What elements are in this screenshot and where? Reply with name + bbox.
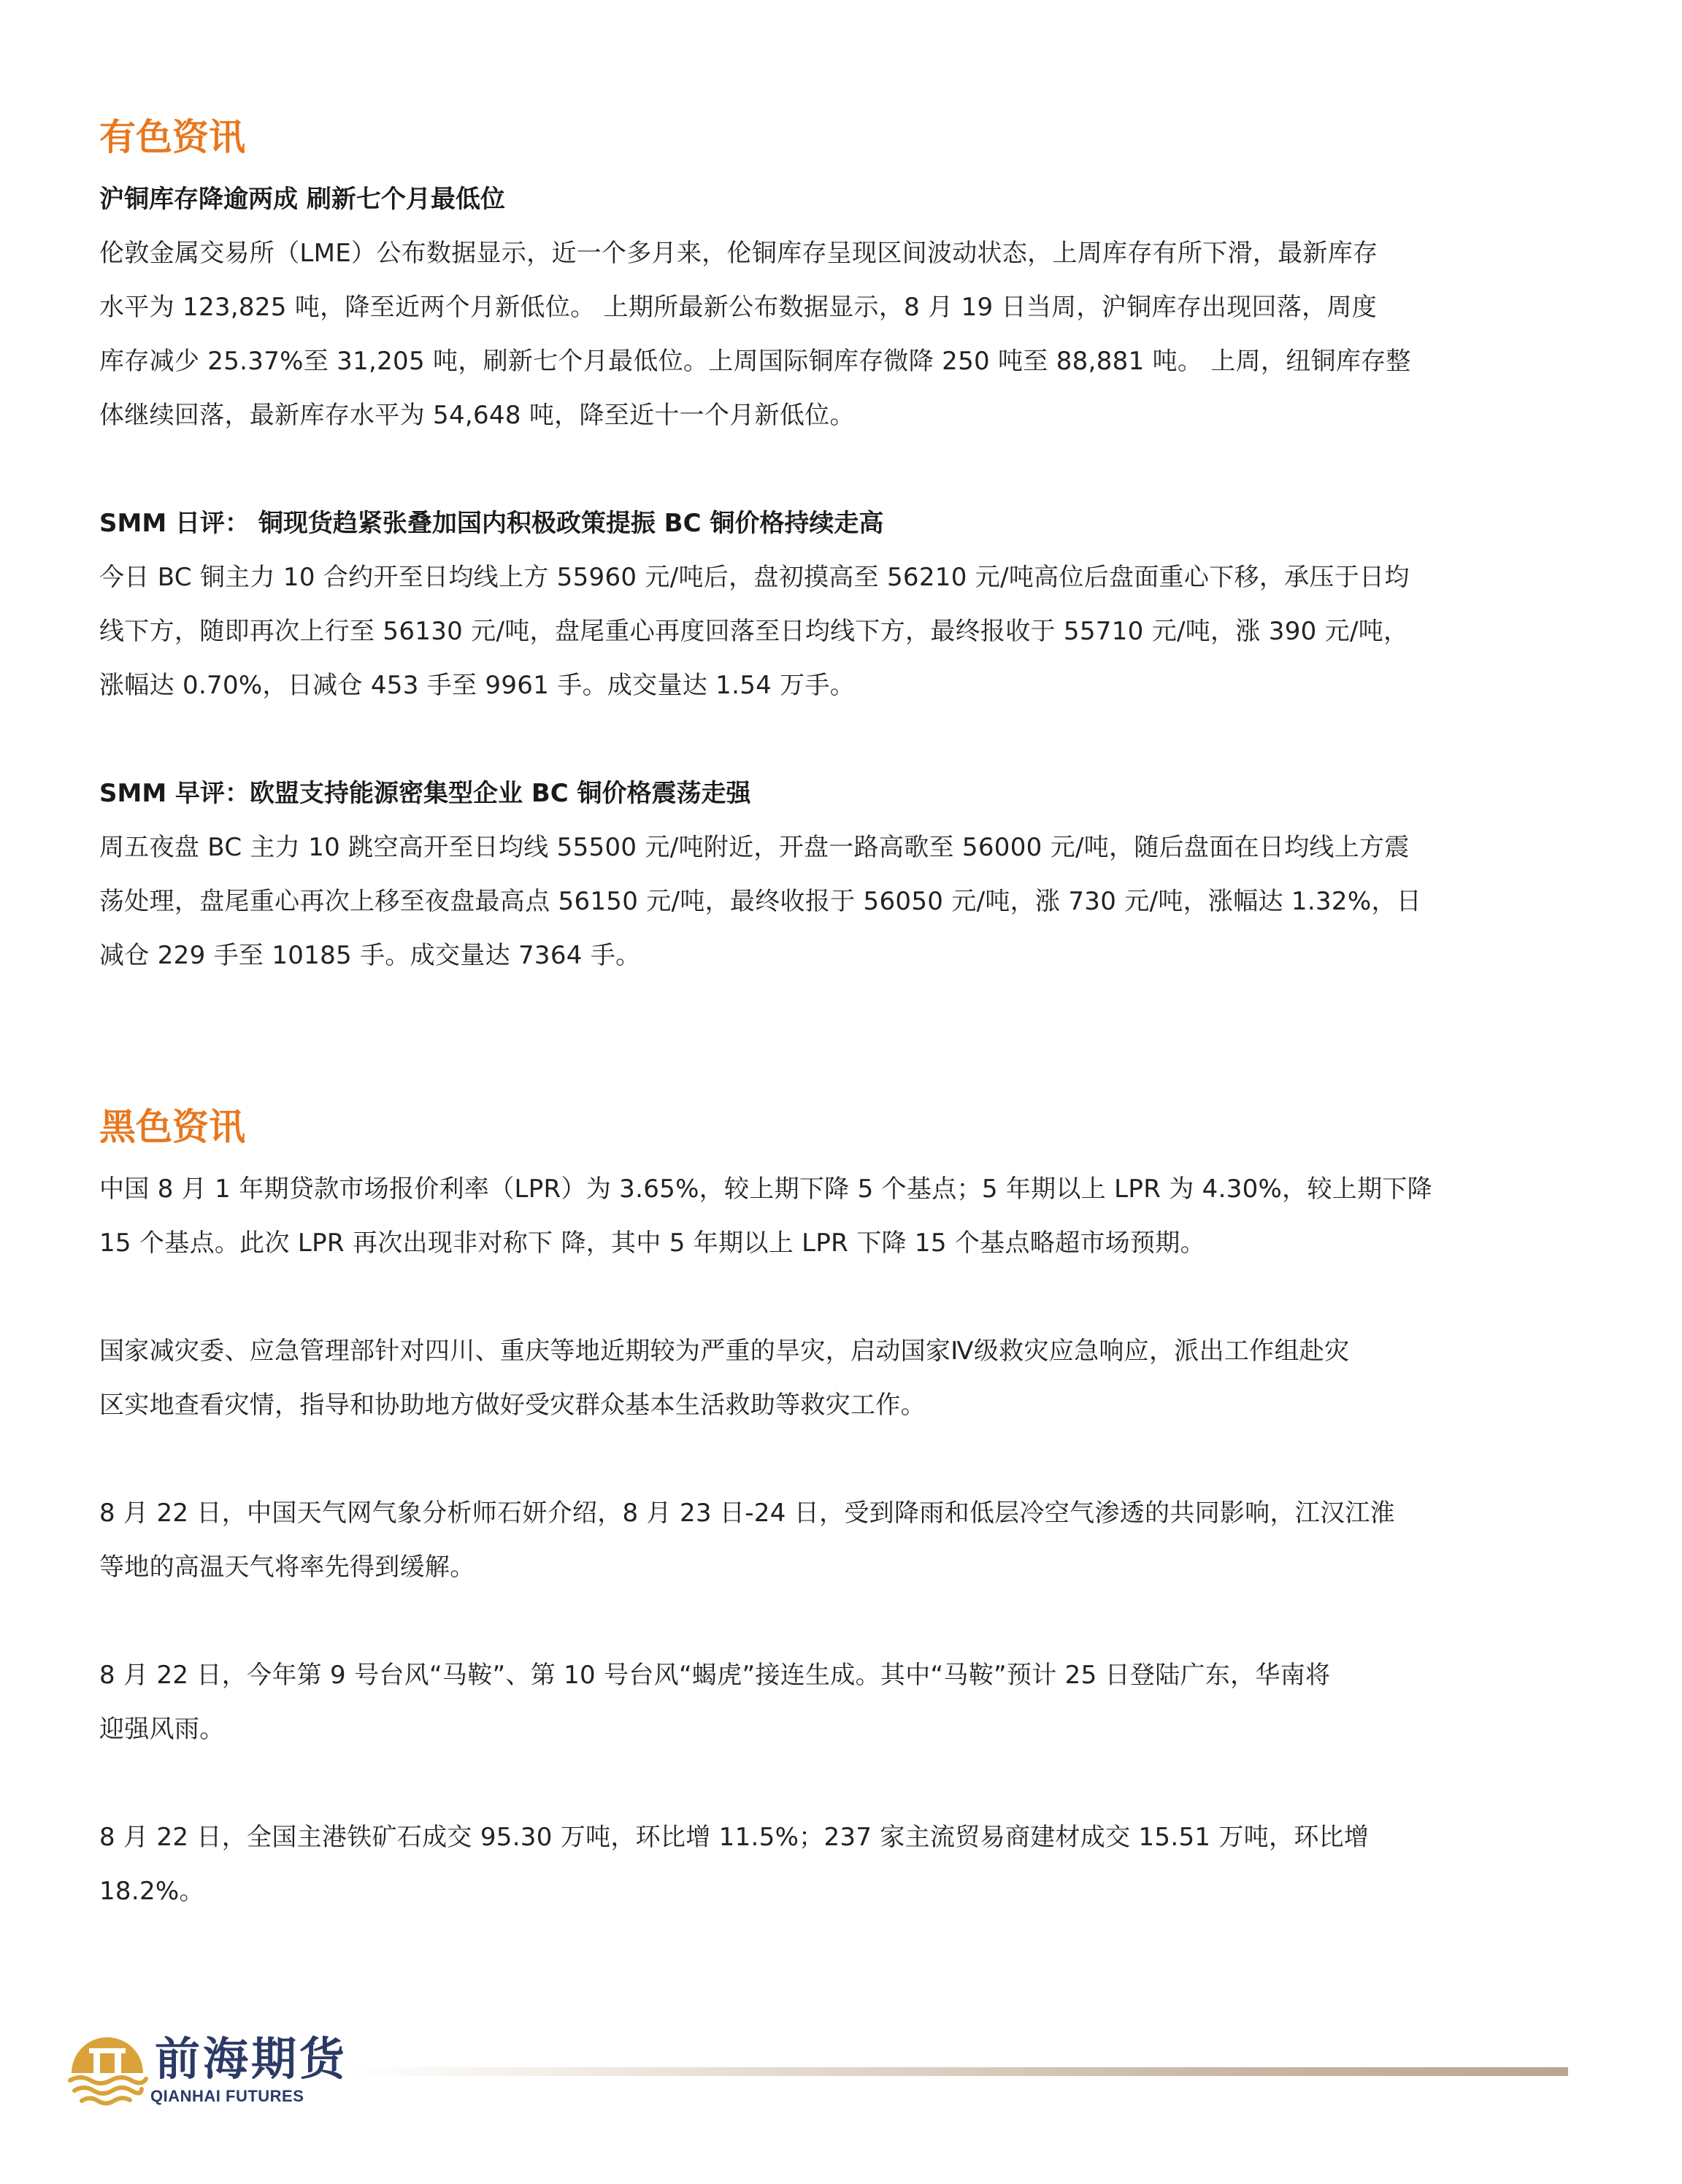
news-paragraph <box>99 1810 1559 1918</box>
spacer <box>99 983 1559 1092</box>
paragraph-line: 8 月 22 日，全国主港铁矿石成交 95.30 万吨，环比增 11.5%；237 家主流贸易商建材成交 15.51 万吨，环比增 <box>99 1823 1370 1852</box>
article-3 <box>99 766 1559 983</box>
article-line: 荡处理，盘尾重心再次上移至夜盘最高点 56150 元/吨，最终收报于 56050 元/吨，涨 730 元/吨，涨幅达 1.32%，日 <box>99 887 1422 916</box>
news-paragraph <box>99 1648 1559 1756</box>
article-title: SMM 日评： 铜现货趋紧张叠加国内积极政策提振 BC 铜价格持续走高 <box>99 509 884 538</box>
article-title: 沪铜库存降逾两成 刷新七个月最低位 <box>99 185 505 214</box>
spacer <box>99 1270 1559 1324</box>
paragraph-line: 中国 8 月 1 年期贷款市场报价利率（LPR）为 3.65%，较上期下降 5 个基点；5 年期以上 LPR 为 4.30%，较上期下降 <box>99 1174 1432 1204</box>
article-line: 今日 BC 铜主力 10 合约开至日均线上方 55960 元/吨后，盘初摸高至 56210 元/吨高位后盘面重心下移，承压于日均 <box>99 563 1410 592</box>
paragraph-line: 国家减灾委、应急管理部针对四川、重庆等地近期较为严重的旱灾，启动国家Ⅳ级救灾应急响应，派出工作组赴灾 <box>99 1337 1350 1366</box>
footer-decorative-bar <box>347 2067 1568 2076</box>
paragraph-line: 18.2%。 <box>99 1877 204 1906</box>
paragraph-line: 15 个基点。此次 LPR 再次出现非对称下 降，其中 5 年期以上 LPR 下降 15 个基点略超市场预期。 <box>99 1228 1205 1258</box>
article-title: SMM 早评：欧盟支持能源密集型企业 BC 铜价格震荡走强 <box>99 779 751 808</box>
article-line: 线下方，随即再次上行至 56130 元/吨，盘尾重心再度回落至日均线下方，最终报收于 55710 元/吨，涨 390 元/吨， <box>99 617 1409 646</box>
paragraph-line: 迎强风雨。 <box>99 1715 225 1744</box>
news-paragraph <box>99 1324 1559 1432</box>
spacer <box>99 442 1559 496</box>
qianhai-logo-icon <box>64 2026 150 2112</box>
paragraph-line: 8 月 22 日，中国天气网气象分析师石妍介绍，8 月 23 日-24 日，受到降雨和低层冷空气渗透的共同影响，江汉江淮 <box>99 1499 1395 1528</box>
article-1 <box>99 172 1559 442</box>
news-paragraph <box>99 1486 1559 1594</box>
nonferrous-section <box>99 102 1559 983</box>
spacer <box>99 1594 1559 1648</box>
logo-text-en: QIANHAI FUTURES <box>150 2087 304 2105</box>
spacer <box>99 712 1559 766</box>
paragraph-line: 等地的高温天气将率先得到缓解。 <box>99 1553 475 1582</box>
ferrous-section <box>99 1092 1559 1918</box>
article-line: 周五夜盘 BC 主力 10 跳空高开至日均线 55500 元/吨附近，开盘一路高歌至 56000 元/吨，随后盘面在日均线上方震 <box>99 833 1410 862</box>
footer <box>64 2022 1568 2124</box>
article-line: 减仓 229 手至 10185 手。成交量达 7364 手。 <box>99 941 641 970</box>
paragraph-line: 区实地查看灾情，指导和协助地方做好受灾群众基本生活救助等救灾工作。 <box>99 1391 926 1420</box>
article-line: 库存减少 25.37%至 31,205 吨，刷新七个月最低位。上周国际铜库存微降 250 吨至 88,881 吨。 上周，纽铜库存整 <box>99 347 1411 376</box>
paragraph-line: 8 月 22 日，今年第 9 号台风“马鞍”、第 10 号台风“蝎虎”接连生成。其中“马鞍”预计 25 日登陆广东，华南将 <box>99 1661 1331 1690</box>
article-line: 伦敦金属交易所（LME）公布数据显示，近一个多月来，伦铜库存呈现区间波动状态，上周库存有所下滑，最新库存 <box>99 239 1378 268</box>
section-title-nonferrous: 有色资讯 <box>99 116 245 158</box>
spacer <box>99 1432 1559 1486</box>
news-paragraph <box>99 1162 1559 1270</box>
logo-text-cn: 前海期货 <box>155 2032 348 2085</box>
article-line: 涨幅达 0.70%，日减仓 453 手至 9961 手。成交量达 1.54 万手。 <box>99 671 856 700</box>
section-title-ferrous: 黑色资讯 <box>99 1106 245 1148</box>
article-line: 水平为 123,825 吨，降至近两个月新低位。 上期所最新公布数据显示，8 月 19 日当周，沪铜库存出现回落，周度 <box>99 293 1378 322</box>
spacer <box>99 1756 1559 1810</box>
article-2 <box>99 496 1559 712</box>
content-area <box>99 102 1559 1918</box>
article-line: 体继续回落，最新库存水平为 54,648 吨，降至近十一个月新低位。 <box>99 401 855 430</box>
